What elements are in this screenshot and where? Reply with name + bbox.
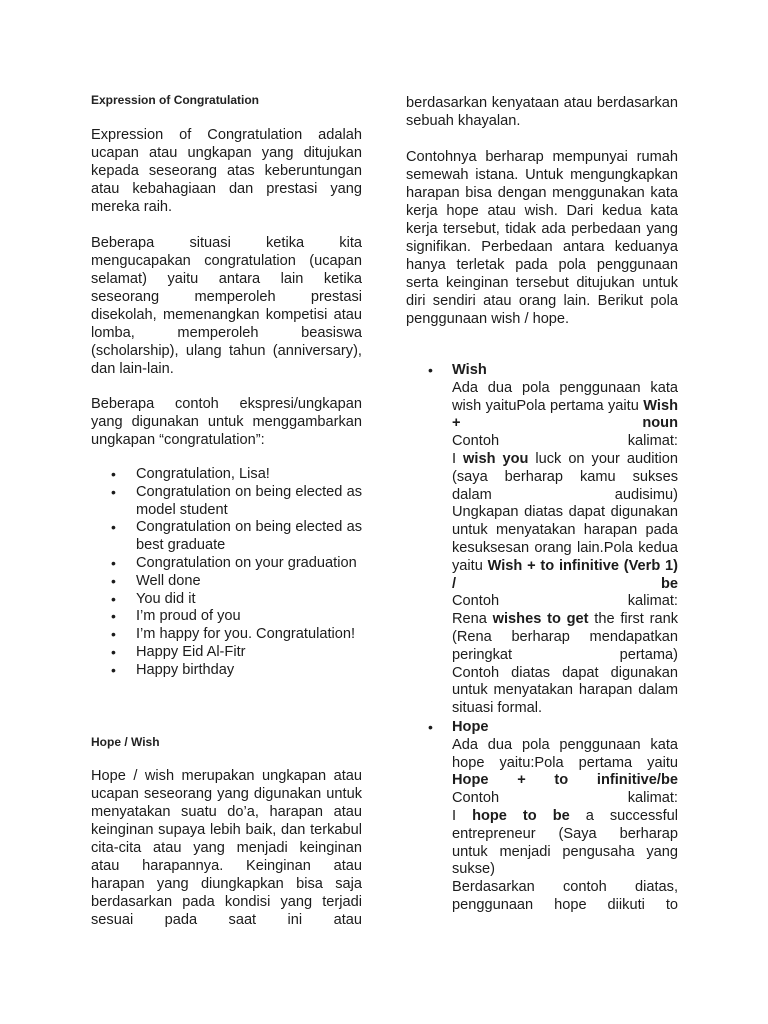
wish-contoh-label: Contoh kalimat: [452,433,678,450]
paragraph-hope-wish-usage: Contohnya berharap mempunyai rumah semewah istana. Untuk mengungkapkan harapan bisa dengan menggunakan kata kerja hope atau wish. Dari kedua kata kerja tersebut, tidak ada perbedaan yang signifikan. Perbedaan antara keduanya hanya terletak pada pola penggunaan serta keinginan tersebut ditujukan untuk diri sendiri atau orang lain. Berikut pola penggunaan wish / hope. [406,149,678,327]
list-item: • Congratulation on being elected as model student [91,484,362,520]
wish-heading: Wish [452,362,487,378]
hope-example-1: I hope to be a successful entrepreneur (Saya berharap untuk menjadi pengusaha yang sukse) [452,807,678,878]
list-item: • Congratulation on your graduation [91,555,362,573]
list-item: • You did it [91,591,362,609]
list-item: • Happy Eid Al-Fitr [91,644,362,662]
list-item: • Congratulation, Lisa! [91,466,362,484]
section-title-hope-wish: Hope / Wish [91,735,160,749]
list-item: • I’m proud of you [91,608,362,626]
wish-example-1: I wish you luck on your audition (saya berharap kamu sukses dalam audisimu) [452,450,679,503]
list-item: • I’m happy for you. Congratulation! [91,626,362,644]
wish-intro: Ada dua pola penggunaan kata wish yaituPola pertama yaitu Wish + noun [452,379,678,432]
paragraph-hope-wish-definition: Hope / wish merupakan ungkapan atau ucapan seseorang yang digunakan untuk menyatakan suatu do’a, harapan atau keinginan supaya lebih baik, dan terkabul cita-cita atau yang menjadi keinginan atau harapannya. Keinginan atau harapan yang diungkapkan bisa saja berdasarkan pada kondisi yang terjadi sesuai pada saat ini atau [91,768,362,928]
wish-item [406,362,678,718]
hope-pattern-1: Hope + to infinitive/be [452,772,678,789]
hope-note-1: Berdasarkan contoh diatas, penggunaan hope diikuti to [452,879,678,913]
section-title-congratulation: Expression of Congratulation [91,93,260,107]
wish-contoh-label-2: Contoh kalimat: [452,593,678,610]
wish-pattern-2: Wish + to infinitive (Verb 1) / be [452,557,678,592]
wish-pattern-1: Wish + noun [452,397,678,432]
paragraph-congratulation-situations: Beberapa situasi ketika kita mengucapakan congratulation (ucapan selamat) yaitu antara lain ketika seseorang memperoleh prestasi disekolah, memenangkan kompetisi atau lomba, memperoleh beasiswa (scholarship), ulang tahun (anniversary), dan lain-lain. [91,235,362,377]
list-item: • Well done [91,573,362,591]
bullet-icon: • [428,719,433,735]
wish-note-1: Ungkapan diatas dapat digunakan untuk menyatakan harapan pada kesuksesan orang lain.Pola kedua yaitu Wish + to infinitive (Verb 1) / be [452,504,678,592]
hope-contoh-label: Contoh kalimat: [452,790,678,807]
hope-heading: Hope [452,719,489,735]
bullet-icon: • [428,362,433,378]
wish-example-2: Rena wishes to get the first rank (Rena berharap mendapatkan peringkat pertama) [452,611,678,663]
wish-note-2: Contoh diatas dapat digunakan untuk menyatakan harapan dalam situasi formal. [452,664,678,717]
hope-intro: Ada dua pola penggunaan kata hope yaitu:Pola pertama yaitu Hope + to infinitive/be [452,736,678,789]
congratulation-examples-list [91,466,362,680]
paragraph-continuation: berdasarkan kenyataan atau berdasarkan sebuah khayalan. [406,95,678,129]
list-item: • Happy birthday [91,662,362,680]
hope-item [406,719,678,915]
list-item: • Congratulation on being elected as best graduate [91,519,362,555]
paragraph-congratulation-definition: Expression of Congratulation adalah ucapan atau ungkapan yang ditujukan kepada seseorang atas keberuntungan atau kebahagiaan dan prestasi yang mereka raih. [91,127,362,215]
paragraph-congratulation-examples-intro: Beberapa contoh ekspresi/ungkapan yang digunakan untuk menggambarkan ungkapan “congratulation”: [91,396,362,448]
